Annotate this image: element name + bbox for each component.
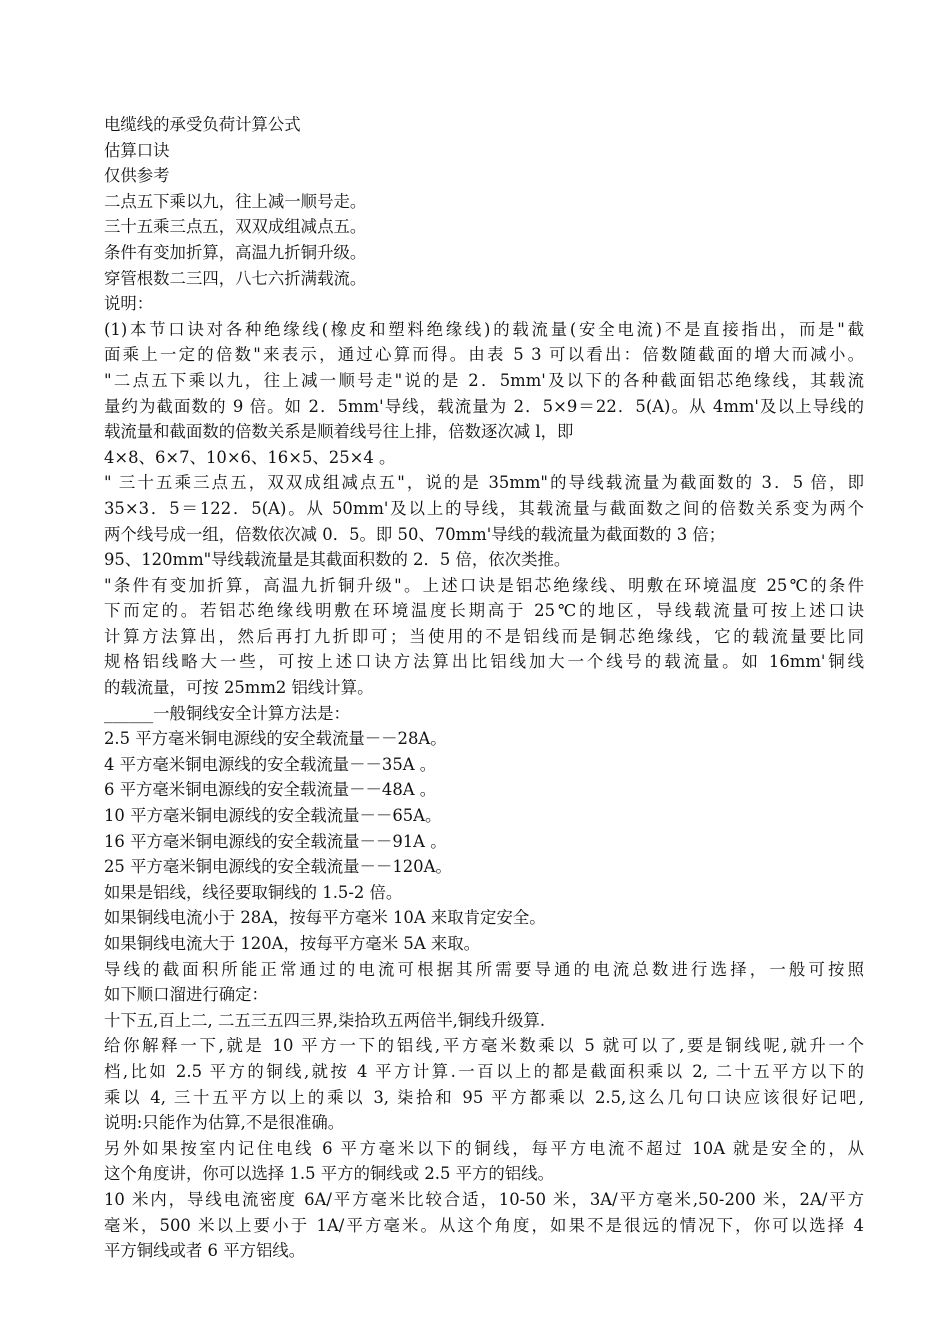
document-line: 10 平方毫米铜电源线的安全载流量－－65A。 [104,806,442,826]
document-line: 25 平方毫米铜电源线的安全载流量－－120A。 [104,857,452,877]
document-line: 如果铜线电流大于 120A，按每平方毫米 5A 来取。 [104,934,481,953]
document-line: 这个角度讲，你可以选择 1.5 平方的铜线或 2.5 平方的铝线。 [104,1164,554,1184]
document-line: "条件有变加折算，高温九折铜升级"。上述口诀是铝芯绝缘线、明敷在环境温度 25℃的条件 [104,575,864,595]
document-line: 如果铜线电流小于 28A，按每平方毫米 10A 来取肯定安全。 [104,908,546,928]
document-line: 2.5 平方毫米铜电源线的安全载流量－－28A。 [104,729,447,749]
document-line: 乘以 4, 三十五平方以上的乘以 3, 柒拾和 95 平方都乘以 2.5,这么几句口诀应该很好记吧, [104,1087,864,1107]
document-line: 35×3．5＝122．5(A)。从 50mm'及以上的导线，其载流量与截面数之间的倍数关系变为两个 [104,498,864,518]
document-note: 仅供参考 [104,166,170,186]
document-line: "二点五下乘以九，往上减一顺号走"说的是 2．5mm'及以下的各种截面铝芯绝缘线，其载流 [104,370,864,390]
document-line: 如果是铝线，线径要取铜线的 1.5-2 倍。 [104,882,403,902]
document-line: 另外如果按室内记住电线 6 平方毫米以下的铜线，每平方电流不超过 10A 就是安全的，从 [104,1138,864,1158]
document-line: ______一般铜线安全计算方法是： [104,703,350,723]
document-line: 的载流量，可按 25mm2 铝线计算。 [104,678,374,698]
document-line: (1)本节口诀对各种绝缘线(橡皮和塑料绝缘线)的载流量(安全电流)不是直接指出，而是"截 [104,319,864,339]
document-title: 电缆线的承受负荷计算公式 [104,115,301,134]
document-line: 条件有变加折算，高温九折铜升级。 [104,242,367,262]
document-line: 穿管根数二三四，八七六折满载流。 [104,268,367,288]
document-line: 两个线号成一组，倍数依次减 0．5。即 50、70mm'导线的载流量为截面数的 3 倍； [104,524,726,544]
document-page [104,112,864,1264]
document-line: 导线的截面积所能正常通过的电流可根据其所需要导通的电流总数进行选择，一般可按照 [104,959,864,979]
document-line: 下而定的。若铝芯绝缘线明敷在环境温度长期高于 25℃的地区，导线载流量可按上述口诀 [104,601,864,621]
document-line: 16 平方毫米铜电源线的安全载流量－－91A 。 [104,831,447,851]
document-line: 说明： [104,294,154,314]
document-line: 给你解释一下,就是 10 平方一下的铝线,平方毫米数乘以 5 就可以了,要是铜线呢,就升一个 [104,1036,864,1056]
document-line: 二点五下乘以九，往上减一顺号走。 [104,191,367,211]
document-line: 平方铜线或者 6 平方铝线。 [104,1241,306,1261]
document-line: 规格铝线略大一些，可按上述口诀方法算出比铝线加大一个线号的载流量。如 16mm'铜线 [104,652,864,672]
document-line: 毫米，500 米以上要小于 1A/平方毫米。从这个角度，如果不是很远的情况下，你可以选择 4 [104,1215,864,1235]
document-body [104,189,864,1264]
document-line: 十下五,百上二, 二五三五四三界,柒拾玖五两倍半,铜线升级算. [104,1010,546,1030]
document-line: 4×8、6×7、10×6、16×5、25×4 。 [104,447,396,467]
document-line: 6 平方毫米铜电源线的安全载流量－－48A 。 [104,780,437,800]
document-line: 三十五乘三点五，双双成组减点五。 [104,217,367,237]
document-line: " 三十五乘三点五，双双成组减点五"，说的是 35mm"的导线载流量为截面数的 3．5 倍，即 [104,473,864,493]
document-line: 量约为截面数的 9 倍。如 2．5mm'导线，载流量为 2．5×9＝22．5(A)。从 4mm'及以上导线的 [104,396,864,416]
document-line: 10 米内，导线电流密度 6A/平方毫米比较合适，10-50 米，3A/平方毫米,50-200 米，2A/平方 [104,1189,864,1209]
document-line: 95、120mm"导线载流量是其截面积数的 2．5 倍，依次类推。 [104,550,571,570]
document-line: 计算方法算出，然后再打九折即可；当使用的不是铝线而是铜芯绝缘线，它的载流量要比同 [104,626,864,646]
document-line: 如下顺口溜进行确定： [104,985,268,1005]
document-line: 4 平方毫米铜电源线的安全载流量－－35A 。 [104,754,437,774]
document-line: 面乘上一定的倍数"来表示，通过心算而得。由表 5 3 可以看出：倍数随截面的增大而减小。 [104,345,864,365]
document-line: 档,比如 2.5 平方的铜线,就按 4 平方计算.一百以上的都是截面积乘以 2, 二十五平方以下的 [104,1061,864,1081]
document-line: 载流量和截面数的倍数关系是顺着线号往上排，倍数逐次减 l，即 [104,422,574,442]
document-subtitle: 估算口诀 [104,140,170,160]
document-line: 说明:只能作为估算,不是很准确。 [104,1113,345,1133]
